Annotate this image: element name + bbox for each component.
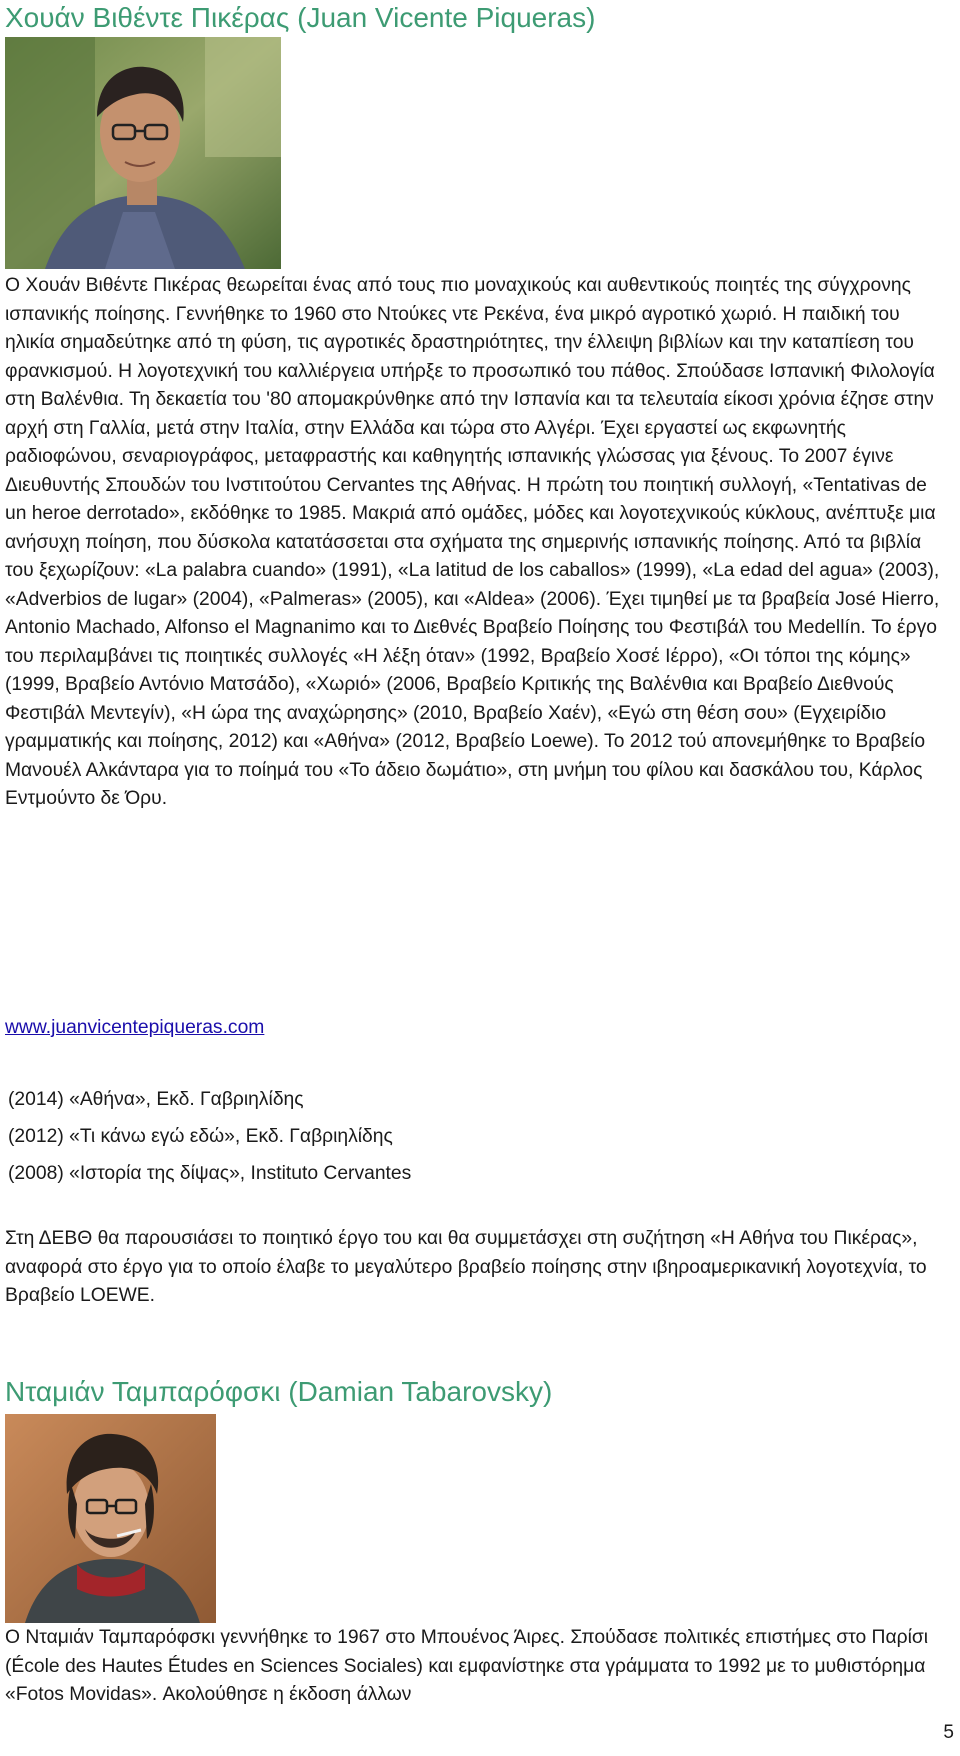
author-heading-piqueras: Χουάν Βιθέντε Πικέρας (Juan Vicente Piqueras) <box>5 2 596 33</box>
list-item: (2008) «Ιστορία της δίψας», Instituto Cervantes <box>8 1163 412 1184</box>
author-photo-piqueras <box>5 37 281 269</box>
list-item: (2014) «Αθήνα», Εκδ. Γαβριηλίδης <box>8 1089 304 1110</box>
piqueras-biography: Ο Χουάν Βιθέντε Πικέρας θεωρείται ένας από τους πιο μοναχικούς και αυθεντικούς ποιητές της σύγχρονης ισπανικής ποίησης. Γεννήθηκε το 1960 στο Ντούκες ντε Ρεκένα, ένα μικρό αγροτικό χωριό. Η παιδική του ηλικία σημαδεύτηκε από τη φύση, τις αγροτικές δραστηριότητες, την έλλειψη βιβλίων και την καταπίεση του φρανκισμού. Η λογοτεχνική του καλλιέργεια υπήρξε το προσωπικό του πάθος. Σπούδασε Ισπανική Φιλολογία στη Βαλένθια. Τη δεκαετία του '80 απομακρύνθηκε από την Ισπανία και τα τελευταία είκοσι χρόνια έζησε στην αρχή στη Γαλλία, μετά στην Ιταλία, στην Ελλάδα και τώρα στο Αλγέρι. Έχει εργαστεί ως εκφωνητής ραδιοφώνου, σεναριογράφος, μεταφραστής και καθηγητής ισπανικής γλώσσας για ξένους. Το 2007 έγινε Διευθυντής Σπουδών του Ινστιτούτου Cervantes της Αθήνας. Η πρώτη του ποιητική συλλογή, «Tentativas de un heroe derrotado», εκδόθηκε το 1985. Μακριά από ομάδες, μόδες και λογοτεχνικούς κύκλους, ανέπτυξε μια ανήσυχη ποίηση, που δύσκολα κατατάσσεται στα σχήματα της σημερινής ισπανικής ποίησης. Από τα βιβλία του ξεχωρίζουν: «La palabra cuando» (1991), «La latitud de los caballos» (1999), «La edad del agua» (2003), «Adverbios de lugar» (2004), «Palmeras» (2005), και «Aldea» (2006). Έχει τιμηθεί με τα βραβεία José Hierro, Antonio Machado, Alfonso el Magnanimo και το Διεθνές Βραβείο Ποίησης του Φεστιβάλ του Medellín. Το έργο του περιλαμβάνει τις ποιητικές συλλογές «Η λέξη όταν» (1992, Βραβείο Χοσέ Ιέρρο), «Οι τόποι της κόμης» (1999, Βραβείο Αντόνιο Ματσάδο), «Χωριό» (2006, Βραβείο Κριτικής της Βαλένθια και Βραβείο Διεθνούς Φεστιβάλ Μεντεγίν), «Η ώρα της αναχώρησης» (2010, Βραβείο Χαέν), «Εγώ στη θέση σου» (Εγχειρίδιο γραμματικής και ποίησης, 2012) και «Αθήνα» (2012, Βραβείο Loewe). Το 2012 τού απονεμήθηκε το Βραβείο Μανουέλ Αλκάνταρα για το ποίημά του «Το άδειο δωμάτιο», στη μνήμη του φίλου και δασκάλου του, Κάρλος Εντμούντο δε Όρυ. <box>5 275 940 809</box>
author-photo-tabarovsky <box>5 1414 216 1623</box>
page-number: 5 <box>943 1722 954 1743</box>
list-item: (2012) «Τι κάνω εγώ εδώ», Εκδ. Γαβριηλίδης <box>8 1126 393 1147</box>
piqueras-event-paragraph: Στη ΔΕΒΘ θα παρουσιάσει το ποιητικό έργο του και θα συμμετάσχει στη συζήτηση «Η Αθήνα του Πικέρας», αναφορά στο έργο για το οποίο έλαβε το μεγαλύτερο βραβείο ποίησης στην ιβηροαμερικανική λογοτεχνία, το Βραβείο LOEWE. <box>5 1228 927 1306</box>
author-heading-tabarovsky: Νταμιάν Ταμπαρόφσκι (Damian Tabarovsky) <box>5 1376 553 1407</box>
piqueras-book-list <box>8 1081 411 1192</box>
tabarovsky-biography: Ο Νταμιάν Ταμπαρόφσκι γεννήθηκε το 1967 στο Μπουένος Άιρες. Σπούδασε πολιτικές επιστήμες στο Παρίσι (École des Hautes Études en Sciences Sociales) και εμφανίστηκε στα γράμματα το 1992 με το μυθιστόρημα «Fotos Movidas». Ακολούθησε η έκδοση άλλων <box>5 1627 929 1705</box>
piqueras-website-link[interactable]: www.juanvicentepiqueras.com <box>5 1017 265 1038</box>
